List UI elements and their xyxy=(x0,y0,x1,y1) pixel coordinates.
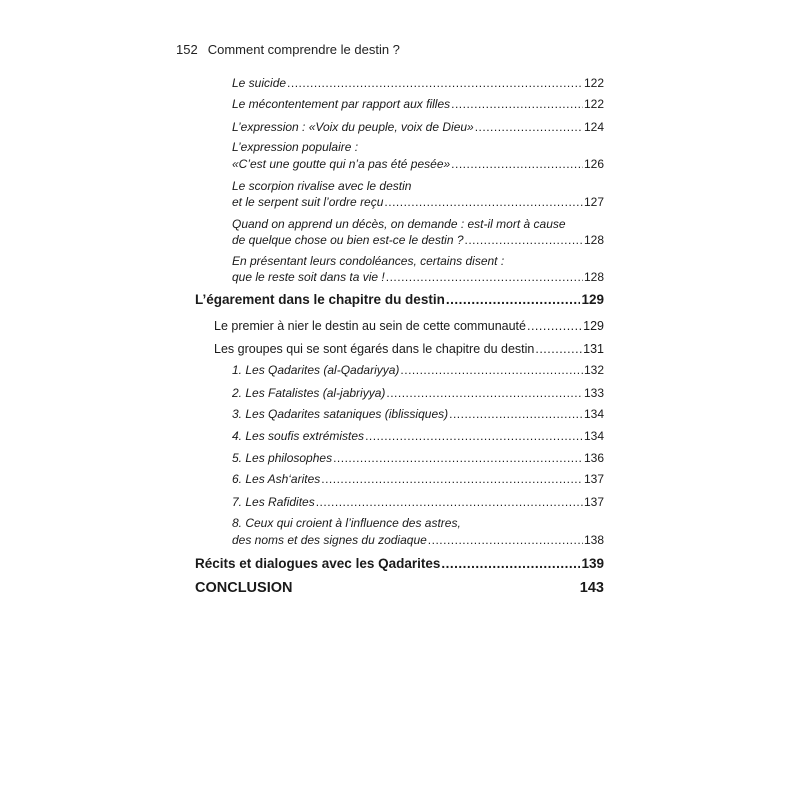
toc-page-number: 127 xyxy=(583,195,604,209)
toc-line xyxy=(232,362,604,378)
toc-entry-label: des noms et des signes du zodiaque xyxy=(232,533,427,547)
toc-page-number: 126 xyxy=(583,157,604,171)
toc-line xyxy=(232,119,604,135)
toc-page-number: 128 xyxy=(583,270,604,284)
toc-entry-label: 4. Les soufis extrémistes xyxy=(232,429,365,443)
toc-entry-label: 3. Les Qadarites sataniques (iblissiques) xyxy=(232,407,449,421)
toc-line xyxy=(232,406,604,422)
toc-line xyxy=(195,292,604,308)
running-title: Comment comprendre le destin ? xyxy=(207,42,400,57)
toc-section-label: CONCLUSION xyxy=(195,580,293,596)
toc-page-number: 134 xyxy=(583,429,604,443)
toc-entry-label: que le reste soit dans ta vie ! xyxy=(232,270,385,284)
toc-entry-label: L’expression populaire : xyxy=(232,140,359,154)
dot-leader xyxy=(475,119,583,135)
toc-page-number: 136 xyxy=(583,451,604,465)
toc-page-number: 143 xyxy=(579,580,604,596)
dot-leader xyxy=(365,428,583,444)
toc-page-number: 129 xyxy=(583,319,604,333)
toc-line xyxy=(232,253,604,269)
toc-line xyxy=(232,494,604,510)
toc-line xyxy=(232,178,604,194)
toc-entry-label: de quelque chose ou bien est-ce le destin ? xyxy=(232,233,464,247)
toc-entry-label: 6. Les Ash‘arites xyxy=(232,472,321,486)
toc-line xyxy=(232,385,604,401)
toc-line xyxy=(195,580,604,596)
toc-page-number: 122 xyxy=(583,76,604,90)
toc-entry-label: En présentant leurs condoléances, certains disent : xyxy=(232,254,505,268)
toc-page-number: 133 xyxy=(583,386,604,400)
toc-entry-label: «C’est une goutte qui n’a pas été pesée» xyxy=(232,157,451,171)
toc-entry-label: Le scorpion rivalise avec le destin xyxy=(232,179,412,193)
toc-line xyxy=(232,156,604,172)
toc-page-number: 138 xyxy=(583,533,604,547)
toc-line xyxy=(214,318,604,334)
toc-page-number: 132 xyxy=(583,363,604,377)
toc-page-number: 137 xyxy=(583,495,604,509)
dot-leader xyxy=(441,556,580,572)
toc-page-number: 129 xyxy=(581,292,604,307)
dot-leader xyxy=(451,156,583,172)
dot-leader xyxy=(400,362,583,378)
toc-entry-label: et le serpent suit l’ordre reçu xyxy=(232,195,384,209)
toc-page-number: 137 xyxy=(583,472,604,486)
dot-leader xyxy=(449,406,583,422)
toc-section-label: L’égarement dans le chapitre du destin xyxy=(195,292,445,307)
dot-leader xyxy=(287,75,583,91)
toc-line xyxy=(232,194,604,210)
dot-leader xyxy=(386,269,583,285)
toc-line xyxy=(232,532,604,548)
toc-entry-label: 2. Les Fatalistes (al-jabriyya) xyxy=(232,386,386,400)
toc-line xyxy=(232,216,604,232)
toc-page-number: 139 xyxy=(581,556,604,571)
toc-line xyxy=(232,471,604,487)
toc-entry-label: 1. Les Qadarites (al-Qadariyya) xyxy=(232,363,400,377)
dot-leader xyxy=(386,385,583,401)
toc-page-number: 122 xyxy=(583,97,604,111)
toc-entry-label: L’expression : «Voix du peuple, voix de Dieu» xyxy=(232,120,474,134)
dot-leader xyxy=(446,292,581,308)
toc-page-number: 131 xyxy=(583,342,604,356)
toc-line xyxy=(232,232,604,248)
toc-line xyxy=(214,341,604,357)
toc-page-number: 134 xyxy=(583,407,604,421)
dot-leader xyxy=(428,532,583,548)
toc-page-number: 128 xyxy=(583,233,604,247)
toc-subsection-label: Les groupes qui se sont égarés dans le chapitre du destin xyxy=(214,342,535,356)
toc-line xyxy=(232,75,604,91)
dot-leader xyxy=(451,96,583,112)
toc-line xyxy=(232,515,604,531)
toc-section-label: Récits et dialogues avec les Qadarites xyxy=(195,556,441,571)
running-header xyxy=(176,42,400,58)
toc-entry-label: 7. Les Rafidites xyxy=(232,495,315,509)
toc-entry-label: 5. Les philosophes xyxy=(232,451,333,465)
toc-subsection-label: Le premier à nier le destin au sein de cette communauté xyxy=(214,319,526,333)
dot-leader xyxy=(316,494,583,510)
dot-leader xyxy=(527,318,582,334)
dot-leader xyxy=(465,232,583,248)
toc-entry-label: Quand on apprend un décès, on demande : est-il mort à cause xyxy=(232,217,566,231)
toc-entry-label: Le mécontentement par rapport aux filles xyxy=(232,97,451,111)
toc-line xyxy=(232,96,604,112)
toc-page-number: 124 xyxy=(583,120,604,134)
dot-leader xyxy=(384,194,583,210)
toc-line xyxy=(232,450,604,466)
toc-line xyxy=(232,139,604,155)
page-number: 152 xyxy=(176,42,198,57)
toc-entry-label: Le suicide xyxy=(232,76,287,90)
dot-leader xyxy=(333,450,583,466)
toc-line xyxy=(232,428,604,444)
toc-entry-label: 8. Ceux qui croient à l’influence des astres, xyxy=(232,516,461,530)
dot-leader xyxy=(535,341,582,357)
dot-leader xyxy=(321,471,583,487)
toc-line xyxy=(195,556,604,572)
toc-line xyxy=(232,269,604,285)
